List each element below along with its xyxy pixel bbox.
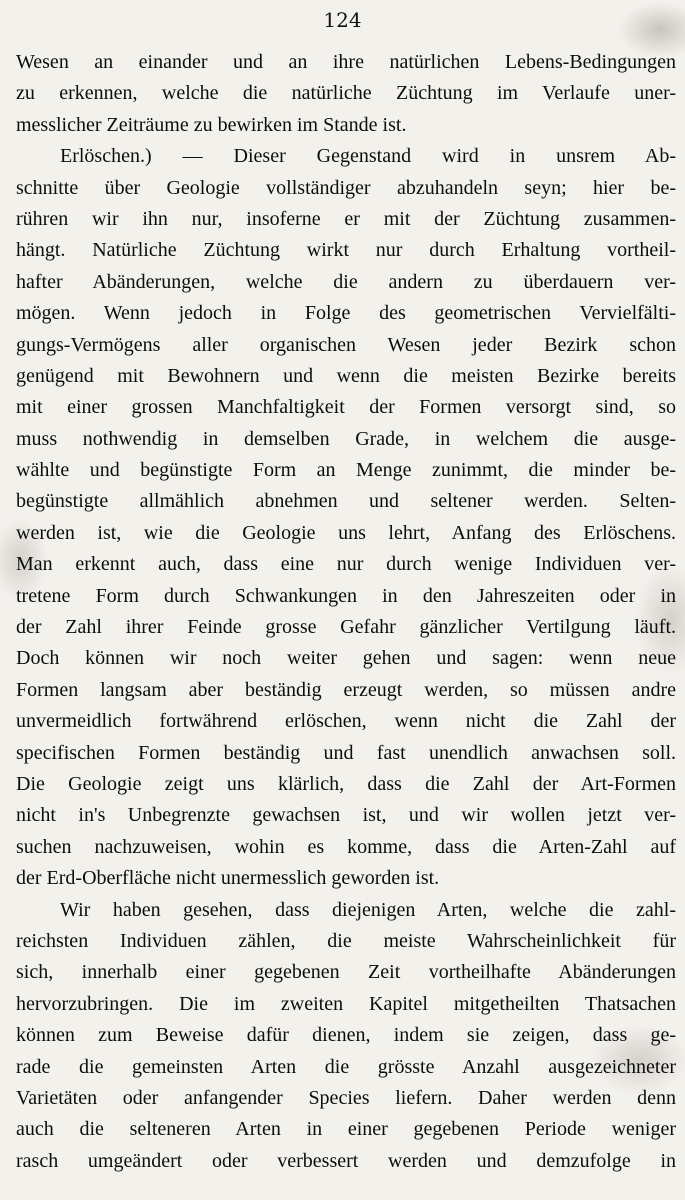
text-line: der Zahl ihrer Feinde grosse Gefahr gänzlicher Vertilgung läuft. <box>16 616 676 639</box>
text-line: Die Geologie zeigt uns klärlich, dass die Zahl der Art-Formen <box>16 772 676 795</box>
text-line: werden ist, wie die Geologie uns lehrt, Anfang des Erlöschens. <box>16 521 676 544</box>
text-line: rasch umgeändert oder verbessert werden und demzufolge in <box>16 1149 676 1172</box>
text-line: hängt. Natürliche Züchtung wirkt nur durch Erhaltung vortheil- <box>16 239 676 262</box>
text-line: messlicher Zeiträume zu bewirken im Stande ist. <box>16 113 407 136</box>
text-line: muss nothwendig in demselben Grade, in welchem die ausge- <box>16 427 676 450</box>
text-line: Wir haben gesehen, dass diejenigen Arten, welche die zahl- <box>60 898 676 921</box>
text-line: zu erkennen, welche die natürliche Züchtung im Verlaufe uner- <box>16 82 676 105</box>
text-line: Wesen an einander und an ihre natürlichen Lebens-Bedingungen <box>16 51 676 73</box>
text-line: schnitte über Geologie vollständiger abzuhandeln seyn; hier be- <box>16 176 676 199</box>
text-line: rade die gemeinsten Arten die grösste Anzahl ausgezeichneter <box>16 1055 676 1078</box>
text-line: mit einer grossen Manchfaltigkeit der Formen versorgt sind, so <box>16 396 676 419</box>
text-line: specifischen Formen beständig und fast unendlich anwachsen soll. <box>16 741 676 764</box>
text-line: Varietäten oder anfangender Species liefern. Daher werden denn <box>16 1086 676 1109</box>
text-line: tretene Form durch Schwankungen in den Jahreszeiten oder in <box>16 584 676 607</box>
text-line: genügend mit Bewohnern und wenn die meisten Bezirke bereits <box>16 364 676 387</box>
text-line: hafter Abänderungen, welche die andern zu überdauern ver- <box>16 270 676 293</box>
text-line: rühren wir ihn nur, insoferne er mit der Züchtung zusammen- <box>16 207 676 230</box>
text-line: mögen. Wenn jedoch in Folge des geometrischen Vervielfälti- <box>16 302 676 325</box>
text-line: gungs-Vermögens aller organischen Wesen jeder Bezirk schon <box>16 333 676 356</box>
text-line: hervorzubringen. Die im zweiten Kapitel mitgetheilten Thatsachen <box>16 992 676 1015</box>
text-line: unvermeidlich fortwährend erlöschen, wenn nicht die Zahl der <box>16 710 676 733</box>
text-line: können zum Beweise dafür dienen, indem sie zeigen, dass ge- <box>16 1024 676 1047</box>
text-line: wählte und begünstigte Form an Menge zunimmt, die minder be- <box>16 459 676 482</box>
text-line: suchen nachzuweisen, wohin es komme, dass die Arten-Zahl auf <box>16 835 676 858</box>
text-line: der Erd-Oberfläche nicht unermesslich geworden ist. <box>16 867 440 890</box>
page-number: 124 <box>323 8 362 32</box>
body-text <box>16 47 676 1177</box>
text-line: begünstigte allmählich abnehmen und seltener werden. Selten- <box>16 490 676 513</box>
text-line: Formen langsam aber beständig erzeugt werden, so müssen andre <box>16 678 676 701</box>
text-line: reichsten Individuen zählen, die meiste Wahrscheinlichkeit für <box>16 929 676 952</box>
text-line: Doch können wir noch weiter gehen und sagen: wenn neue <box>16 647 676 670</box>
text-line: Erlöschen.) — Dieser Gegenstand wird in unsrem Ab- <box>60 145 676 168</box>
text-line: auch die selteneren Arten in einer gegebenen Periode weniger <box>16 1118 676 1141</box>
text-line: sich, innerhalb einer gegebenen Zeit vortheilhafte Abänderungen <box>16 961 676 984</box>
text-line: nicht in's Unbegrenzte gewachsen ist, und wir wollen jetzt ver- <box>16 804 676 827</box>
text-line: Man erkennt auch, dass eine nur durch wenige Individuen ver- <box>16 553 676 576</box>
